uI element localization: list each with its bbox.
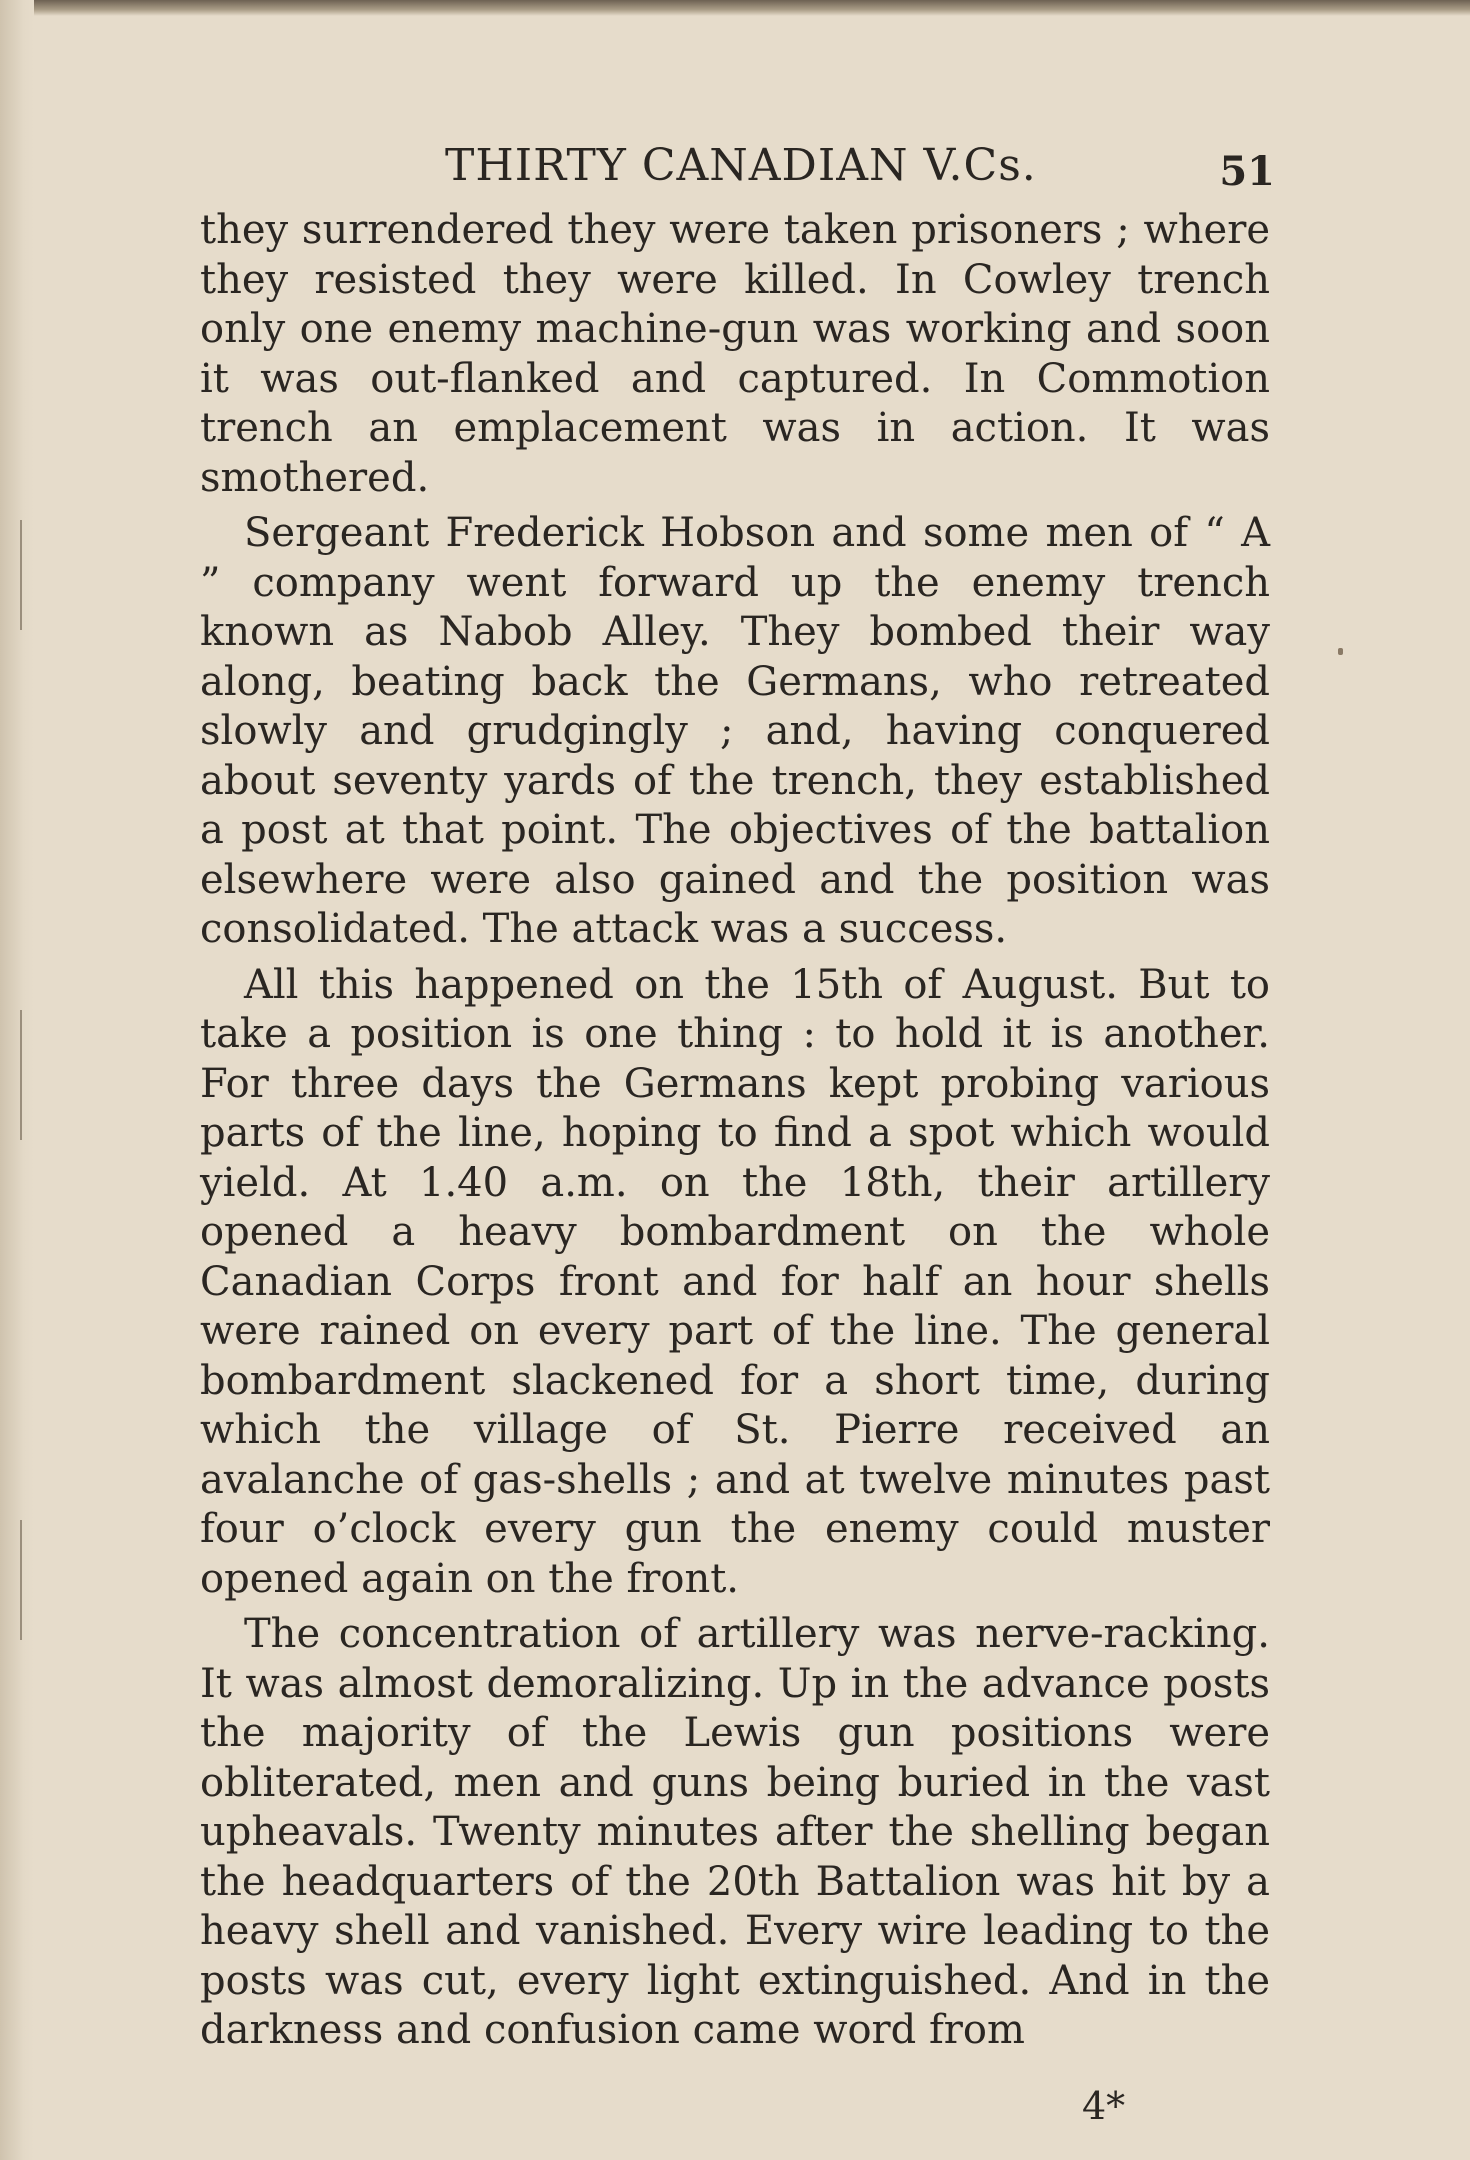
running-title: THIRTY CANADIAN V.Cs. — [445, 140, 1037, 191]
paragraph: they surrendered they were taken prisoners ; where they resisted they were killed. In Cowley trench only one enemy machine-gun was working and soon it was out-flanked and captured. In Commotion trench an emplacement was in action. It was smothered. — [200, 207, 1270, 501]
spine-mark — [20, 1010, 22, 1140]
signature-mark: 4* — [1082, 2084, 1126, 2128]
paragraph: Sergeant Frederick Hobson and some men of “ A ” company went forward up the enemy trench known as Nabob Alley. They bombed their way along, beating back the Germans, who retreated slowly and grudgingly ; and, having conquered about seventy yards of the trench, they established a post at that point. The objectives of the battalion elsewhere were also gained and the position was consolidated. The attack was a success. — [200, 510, 1270, 952]
page-number: 51 — [1219, 148, 1275, 195]
spine-mark — [20, 1520, 22, 1640]
book-page — [200, 130, 1275, 2056]
paragraph: All this happened on the 15th of August. But to take a position is one thing : to hold it is another. For three days the Germans kept probing various parts of the line, hoping to find a spot which would yield. At 1.40 a.m. on the 18th, their artillery opened a heavy bombardment on the whole Canadian Corps front and for half an hour shells were rained on every part of the line. The general bombardment slackened for a short time, during which the village of St. Pierre received an avalanche of gas-shells ; and at twelve minutes past four o’clock every gun the enemy could muster opened again on the front. — [200, 961, 1270, 1602]
spine-mark — [20, 520, 22, 630]
book-spine-shadow — [0, 0, 34, 2160]
page-top-edge — [0, 0, 1470, 16]
paragraph: The concentration of artillery was nerve-racking. It was almost demoralizing. Up in the advance posts the majority of the Lewis gun positions were obliterated, men and guns being buried in the vast upheavals. Twenty minutes after the shelling began the headquarters of the 20th Battalion was hit by a heavy shell and vanished. Every wire leading to the posts was cut, every light extinguished. And in the darkness and confusion came word from — [200, 1611, 1270, 2053]
body-text — [200, 206, 1270, 2056]
ink-speck — [1338, 648, 1343, 655]
page-header — [200, 130, 1275, 200]
